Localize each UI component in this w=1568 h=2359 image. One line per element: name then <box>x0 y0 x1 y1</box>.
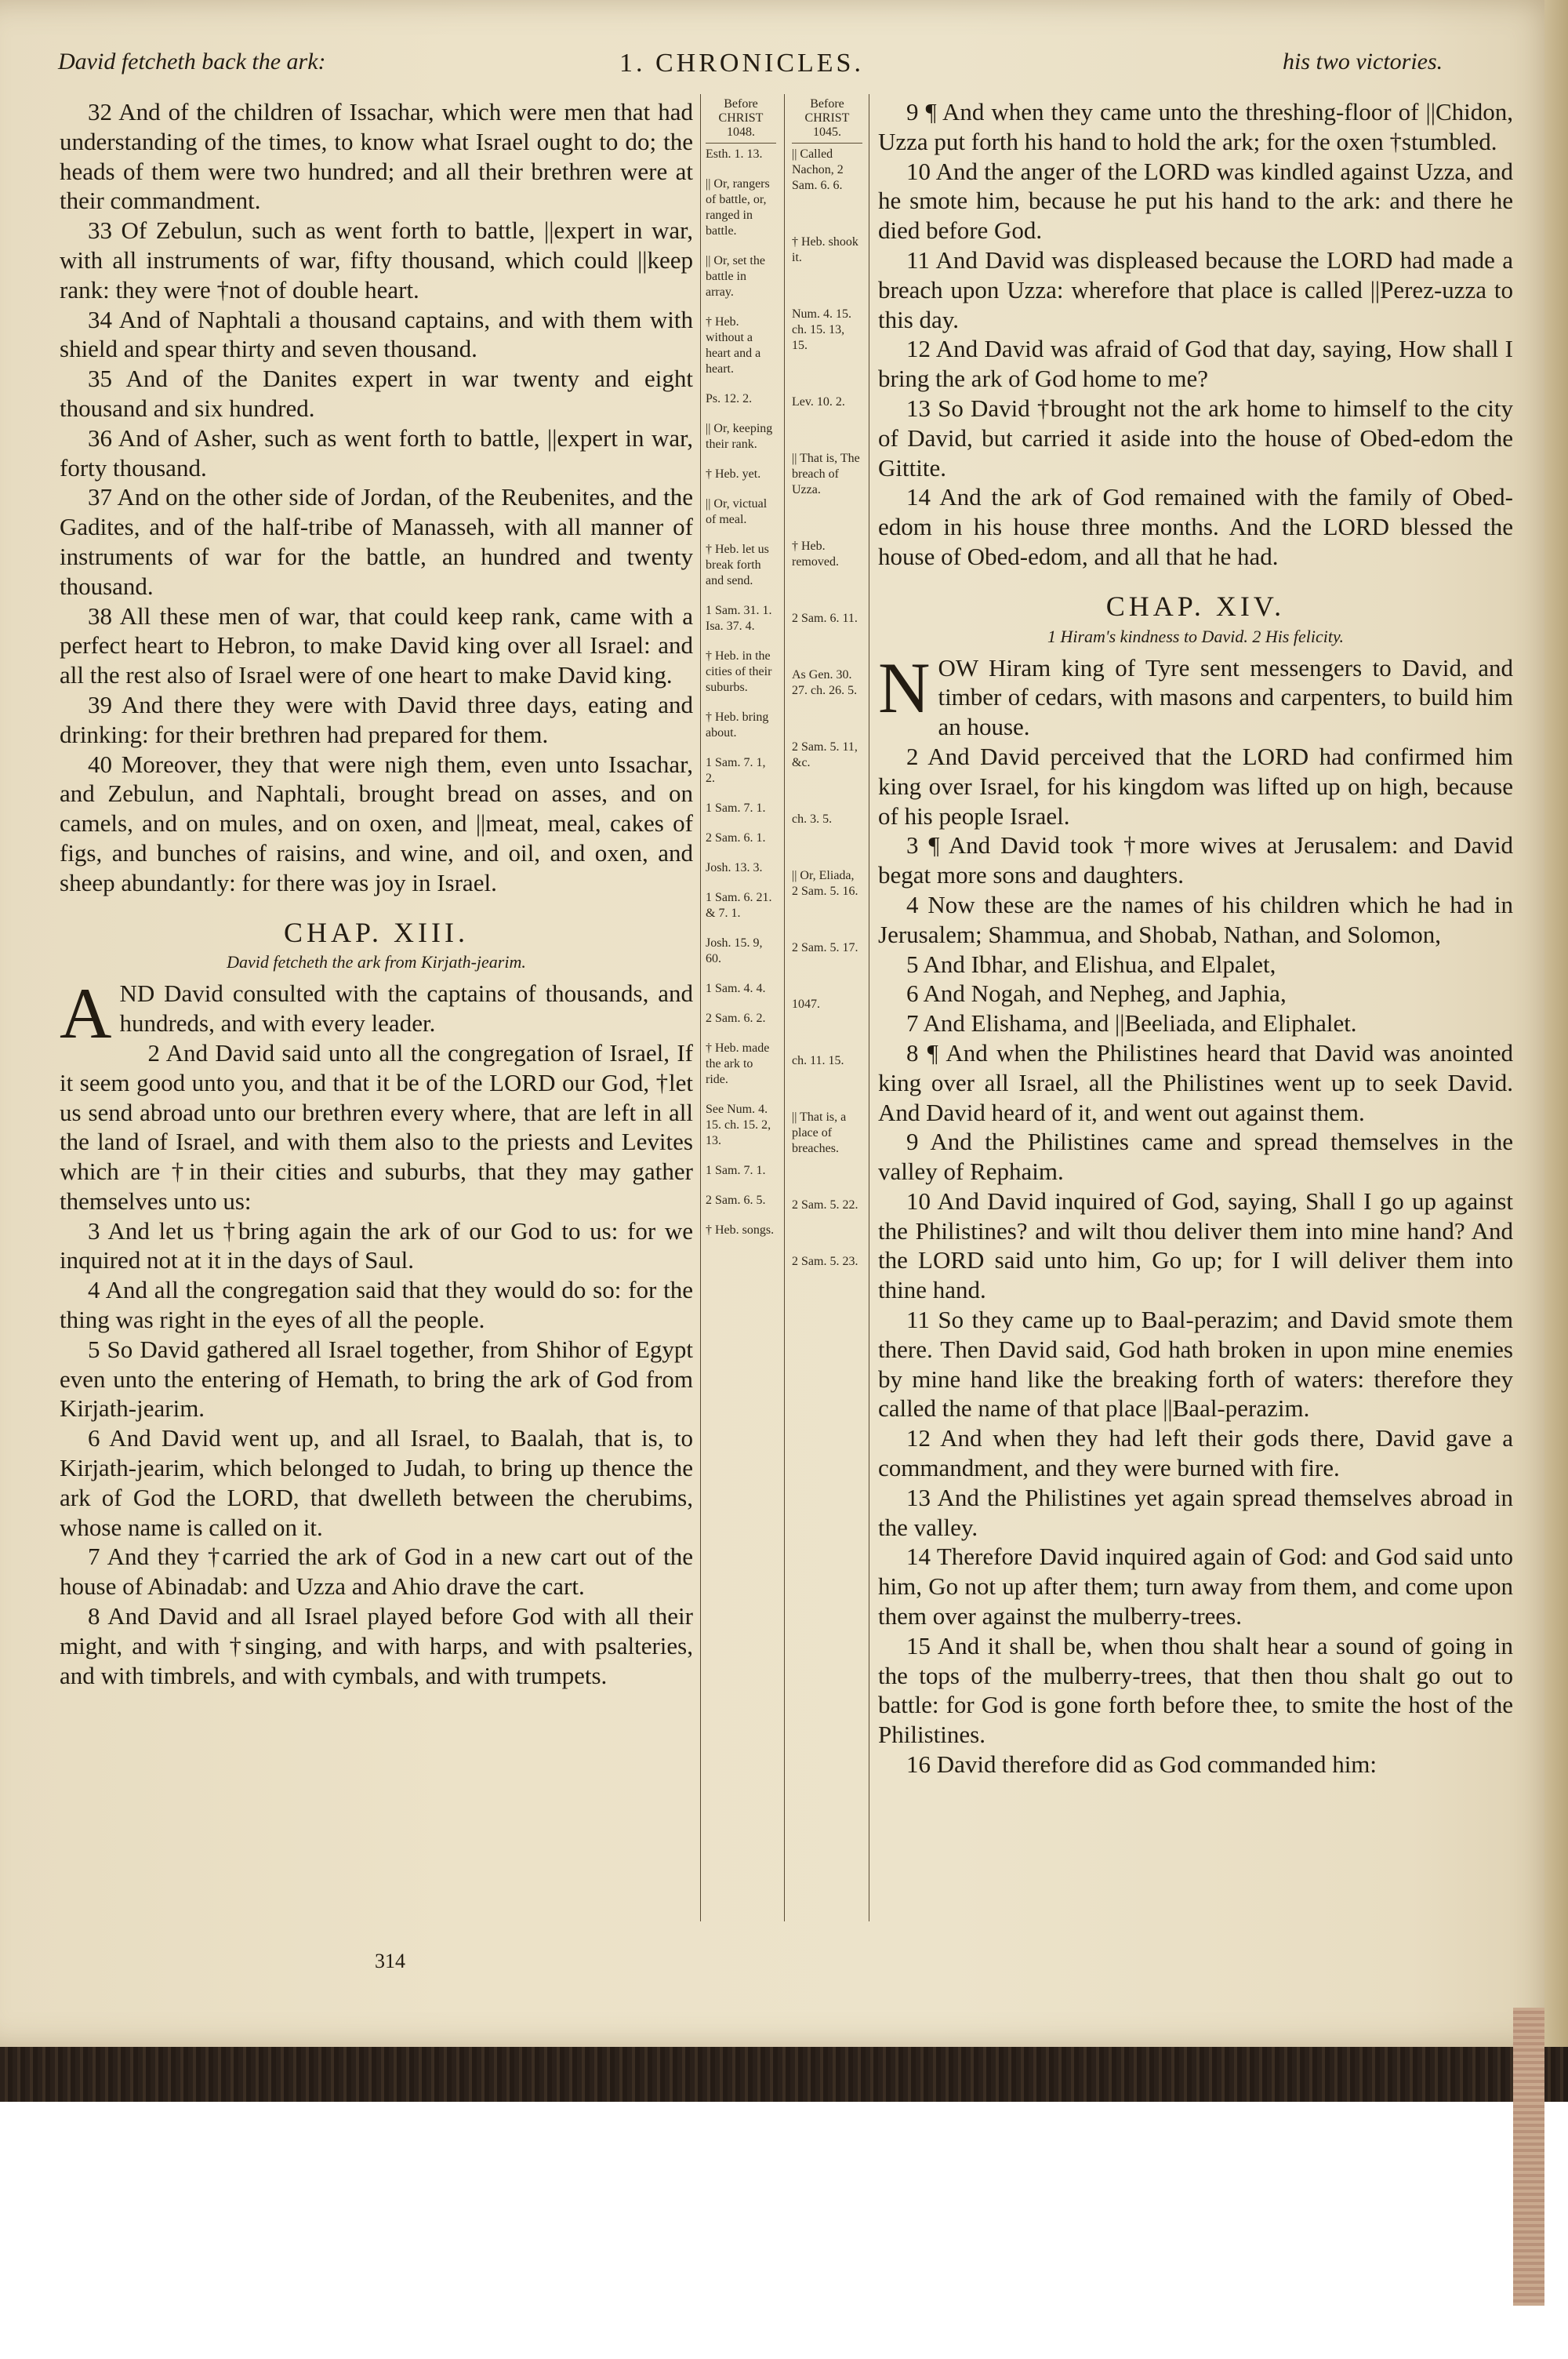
margin-note: || That is, a place of breaches. <box>792 1110 847 1155</box>
drop-cap: N <box>878 647 931 728</box>
verse-paragraph: 7 And they †carried the ark of God in a new cart out of the house of Abinadab: and Uzza and Ahio drave the cart. <box>60 1543 693 1601</box>
chapter-13-verses <box>60 973 693 1690</box>
margin-date-head: Before CHRIST 1045. <box>792 97 862 144</box>
margin-note: || That is, The breach of Uzza. <box>792 452 860 496</box>
margin-note: 1 Sam. 4. 4. <box>706 982 766 995</box>
margin-note: 1 Sam. 7. 1, 2. <box>706 756 766 785</box>
verse-paragraph: 16 David therefore did as God commanded him: <box>906 1750 1377 1779</box>
book-cover-edge <box>0 2047 1568 2102</box>
margin-note: 2 Sam. 6. 1. <box>706 831 766 845</box>
verse-paragraph: OW Hiram king of Tyre sent messengers to David, and timber of cedars, with masons and carpenters, to build him an house. <box>938 653 1513 741</box>
verse-paragraph: 39 And there they were with David three days, eating and drinking: for their brethren had prepared for them. <box>60 690 693 748</box>
margin-note: 2 Sam. 5. 11, &c. <box>792 740 858 769</box>
margin-note: 1 Sam. 7. 1. <box>706 801 766 815</box>
margin-note: || Or, Eliada, 2 Sam. 5. 16. <box>792 869 858 898</box>
running-head-right: his two victories. <box>1283 49 1443 75</box>
margin-note: Josh. 13. 3. <box>706 861 763 874</box>
margin-note: 1047. <box>792 998 820 1011</box>
right-verses <box>878 97 1513 572</box>
margin-note: 2 Sam. 5. 23. <box>792 1255 858 1268</box>
verse-paragraph: 2 And David said unto all the congregation of Israel, If it seem good unto you, and that it be of the LORD our God, †let us send abroad unto our brethren every where, that are left in all the land of Israel, and with them also to the priests and Levites which are †in their cities and suburbs, that they may gather themselves unto us: <box>60 1038 693 1215</box>
verse-paragraph: 4 And all the congregation said that they would do so: for the thing was right in the eyes of all the people. <box>60 1276 693 1334</box>
page-edge <box>1544 0 1568 2047</box>
margin-note: ch. 11. 15. <box>792 1054 844 1067</box>
verse-paragraph: 36 And of Asher, such as went forth to battle, ||expert in war, forty thousand. <box>60 423 693 482</box>
verse-paragraph: 14 Therefore David inquired again of God: and God said unto him, Go not up after them; turn away from them, and come upon them over against the mulberry-trees. <box>878 1543 1513 1630</box>
page-number: 314 <box>375 1950 405 1972</box>
margin-note: 2 Sam. 6. 11. <box>792 612 858 625</box>
margin-note: Josh. 15. 9, 60. <box>706 936 763 965</box>
verse-paragraph: 10 And the anger of the LORD was kindled against Uzza, and he smote him, because he put his hand to the ark: and there he died before God. <box>878 157 1513 245</box>
verse-paragraph: 14 And the ark of God remained with the family of Obed-edom in his house three months. And the LORD blessed the house of Obed-edom, and all that he had. <box>878 483 1513 570</box>
chapter-title-14: CHAP. XIV. <box>1105 590 1286 622</box>
margin-note: || Or, set the battle in array. <box>706 254 765 299</box>
left-verses <box>60 97 693 898</box>
verse-paragraph: 10 And David inquired of God, saying, Shall I go up against the Philistines? and wilt thou deliver them into mine hand? And the LORD said unto him, Go up; for I will deliver them into thine hand. <box>878 1187 1513 1304</box>
margin-note: † Heb. without a heart and a heart. <box>706 315 761 376</box>
margin-date-head: Before CHRIST 1048. <box>706 97 776 144</box>
verse-paragraph: 33 Of Zebulun, such as went forth to battle, ||expert in war, with all instruments of war, fifty thousand, which could ||keep rank: they were †not of double heart. <box>60 216 693 304</box>
verse-paragraph: 37 And on the other side of Jordan, of the Reubenites, and the Gadites, and of the half-tribe of Manasseh, with all manner of instruments of war for the battle, an hundred and twenty thousand. <box>60 483 693 600</box>
margin-note: 1 Sam. 31. 1. Isa. 37. 4. <box>706 604 772 633</box>
margin-note: 2 Sam. 5. 22. <box>792 1198 858 1212</box>
margin-note: || Or, rangers of battle, or, ranged in battle. <box>706 177 770 238</box>
verse-paragraph: 38 All these men of war, that could keep rank, came with a perfect heart to Hebron, to make David king over all Israel: and all the rest also of Israel were of one heart to make David king. <box>60 602 693 689</box>
margin-note: † Heb. shook it. <box>792 235 858 264</box>
verse-paragraph: 3 And let us †bring again the ark of our God to us: for we inquired not at it in the days of Saul. <box>60 1216 693 1274</box>
chapter-title-13: CHAP. XIII. <box>283 916 469 948</box>
column-rule <box>784 94 785 1921</box>
verse-paragraph: 34 And of Naphtali a thousand captains, and with them with shield and spear thirty and seven thousand. <box>60 305 693 363</box>
margin-note: || Or, victual of meal. <box>706 497 768 526</box>
verse-paragraph: 12 And David was afraid of God that day, saying, How shall I bring the ark of God home to me? <box>878 335 1513 393</box>
verse-paragraph: 11 So they came up to Baal-perazim; and David smote them there. Then David said, God hath broken in upon mine enemies by mine hand like the breaking forth of waters: therefore they called the name of that place ||Baal-perazim. <box>878 1306 1513 1423</box>
margin-note: ch. 3. 5. <box>792 812 833 826</box>
margin-note: 2 Sam. 6. 2. <box>706 1012 766 1025</box>
margin-note: † Heb. songs. <box>706 1223 775 1237</box>
margin-note: † Heb. bring about. <box>706 711 769 740</box>
verse-paragraph: 3 ¶ And David took †more wives at Jerusalem: and David begat more sons and daughters. <box>878 831 1513 889</box>
verse-paragraph: 13 And the Philistines yet again spread themselves abroad in the valley. <box>878 1483 1513 1541</box>
margin-note: † Heb. yet. <box>706 467 761 481</box>
verse-paragraph: 5 And Ibhar, and Elishua, and Elpalet, <box>906 950 1276 978</box>
verse-paragraph: 8 ¶ And when the Philistines heard that David was anointed king over all Israel, all the Philistines went up to seek David. And David heard of it, and went out against them. <box>878 1038 1513 1126</box>
verse-paragraph: 4 Now these are the names of his children which he had in Jerusalem; Shammua, and Shobab, Nathan, and Solomon, <box>878 890 1513 948</box>
margin-note: || Called Nachon, 2 Sam. 6. 6. <box>792 147 844 192</box>
verse-paragraph: 9 And the Philistines came and spread themselves in the valley of Rephaim. <box>878 1128 1513 1186</box>
chapter-14-verses <box>878 647 1513 1779</box>
running-head-left: David fetcheth back the ark: <box>58 49 326 75</box>
verse-paragraph: 11 And David was displeased because the LORD had made a breach upon Uzza: wherefore that place is called ||Perez-uzza to this day. <box>878 245 1513 333</box>
margin-note: 2 Sam. 6. 5. <box>706 1194 766 1207</box>
margin-note: 2 Sam. 5. 17. <box>792 941 858 954</box>
verse-paragraph: 40 Moreover, they that were nigh them, even unto Issachar, and Zebulun, and Naphtali, brought bread on asses, and on camels, and on mules, and on oxen, and ||meat, meal, cakes of figs, and bunches of raisins, and wine, and oil, and oxen, and sheep abundantly: for there was joy in Israel. <box>60 750 693 896</box>
margin-note: As Gen. 30. 27. ch. 26. 5. <box>792 668 858 697</box>
margin-note: † Heb. made the ark to ride. <box>706 1041 770 1086</box>
margin-note: Num. 4. 15. ch. 15. 13, 15. <box>792 307 851 352</box>
running-head-center: 1. CHRONICLES. <box>619 49 864 78</box>
margin-note: Esth. 1. 13. <box>706 147 763 161</box>
margin-note: † Heb. removed. <box>792 540 839 569</box>
left-text-column <box>60 97 693 1690</box>
verse-paragraph: 9 ¶ And when they came unto the threshing-floor of ||Chidon, Uzza put forth his hand to hold the ark; for the oxen †stumbled. <box>878 98 1513 155</box>
verse-paragraph: 32 And of the children of Issachar, which were men that had understanding of the times, to know what Israel ought to do; the heads of them were two hundred; and all their brethren were at their commandment. <box>60 98 693 215</box>
margin-note: † Heb. let us break forth and send. <box>706 543 769 587</box>
verse-paragraph: 5 So David gathered all Israel together, from Shihor of Egypt even unto the entering of Hemath, to bring the ark of God from Kirjath-jearim. <box>60 1335 693 1423</box>
bookmark-ribbon <box>1513 2008 1544 2306</box>
chapter-summary-14: 1 Hiram's kindness to David. 2 His felicity. <box>1047 626 1345 646</box>
right-margin-notes <box>792 97 862 1310</box>
verse-paragraph: ND David consulted with the captains of thousands, and hundreds, and with every leader. <box>119 980 693 1038</box>
margin-note: Lev. 10. 2. <box>792 395 845 409</box>
verse-paragraph: 6 And Nogah, and Nepheg, and Japhia, <box>906 980 1287 1008</box>
margin-note: † Heb. in the cities of their suburbs. <box>706 649 772 694</box>
verse-paragraph: 6 And David went up, and all Israel, to Baalah, that is, to Kirjath-jearim, which belonged to Judah, to bring up thence the ark of God the LORD, that dwelleth between the cherubims, whose name is called on it. <box>60 1424 693 1541</box>
verse-paragraph: 13 So David †brought not the ark home to himself to the city of David, but carried it aside into the house of Obed-edom the Gittite. <box>878 394 1513 482</box>
margin-note: See Num. 4. 15. ch. 15. 2, 13. <box>706 1103 771 1147</box>
margin-note: Ps. 12. 2. <box>706 392 753 405</box>
verse-paragraph: 15 And it shall be, when thou shalt hear a sound of going in the tops of the mulberry-trees, that then thou shalt go out to battle: for God is gone forth before thee, to smite the host of the Philistines. <box>878 1631 1513 1749</box>
verse-paragraph: 8 And David and all Israel played before God with all their might, and with †singing, and with harps, and with psalteries, and with timbrels, and with cymbals, and with trumpets. <box>60 1602 693 1689</box>
column-rule <box>700 94 701 1921</box>
right-text-column <box>878 97 1513 1779</box>
left-margin-notes <box>706 97 776 1252</box>
drop-cap: A <box>60 973 112 1054</box>
margin-note: || Or, keeping their rank. <box>706 422 773 451</box>
margin-note: 1 Sam. 6. 21. & 7. 1. <box>706 891 772 920</box>
chapter-summary-13: David fetcheth the ark from Kirjath-jearim. <box>227 952 526 972</box>
verse-paragraph: 35 And of the Danites expert in war twenty and eight thousand and six hundred. <box>60 365 693 422</box>
verse-paragraph: 2 And David perceived that the LORD had confirmed him king over Israel, for his kingdom was lifted up on high, because of his people Israel. <box>878 742 1513 830</box>
margin-note: 1 Sam. 7. 1. <box>706 1164 766 1177</box>
verse-paragraph: 7 And Elishama, and ||Beeliada, and Eliphalet. <box>906 1009 1357 1038</box>
verse-paragraph: 12 And when they had left their gods there, David gave a commandment, and they were burned with fire. <box>878 1424 1513 1482</box>
